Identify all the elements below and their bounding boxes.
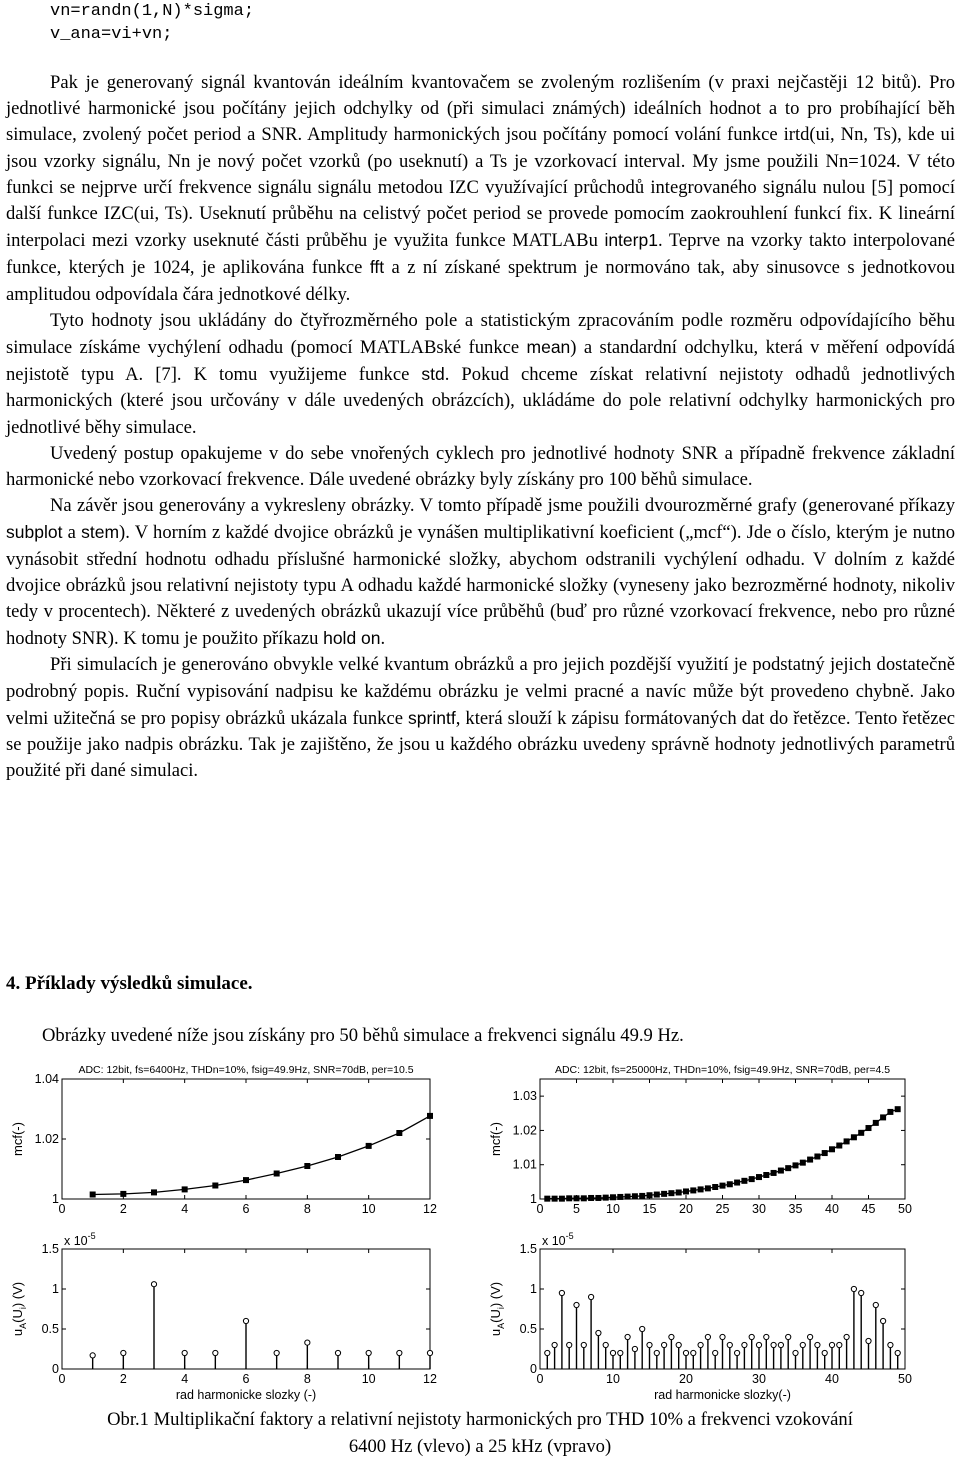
data-point [676, 1189, 682, 1195]
y-axis-label: mcf(-) [488, 1122, 503, 1156]
y-axis-label: $u_A(U_i)$ (V) [488, 1281, 506, 1337]
x-tick-label: 35 [788, 1202, 803, 1216]
x-tick-label: 10 [606, 1202, 620, 1216]
data-point [654, 1192, 660, 1198]
code-block [50, 0, 254, 46]
data-point [151, 1189, 157, 1195]
x-tick-label: 4 [181, 1372, 189, 1386]
code-term: fft [369, 257, 385, 278]
stem-marker [662, 1342, 667, 1347]
x-tick-label: 10 [606, 1372, 620, 1386]
y-tick-label: 0.5 [519, 1322, 537, 1336]
code-term: sprintf [408, 707, 456, 728]
stem-marker [366, 1350, 371, 1355]
stem-marker [881, 1318, 886, 1323]
x-tick-label: 6 [242, 1202, 250, 1216]
stem-marker [844, 1334, 849, 1339]
data-point [741, 1178, 747, 1184]
stem-marker [676, 1342, 681, 1347]
stem-marker [683, 1350, 688, 1355]
y-tick-label: 1.5 [519, 1242, 537, 1256]
stem-marker [764, 1334, 769, 1339]
data-point [734, 1180, 740, 1186]
stem-marker [596, 1330, 601, 1335]
data-point [427, 1113, 433, 1119]
data-point [366, 1143, 372, 1149]
data-point [335, 1154, 341, 1160]
data-point [683, 1188, 689, 1194]
text-run: ) a standardní odchylku, která v měření odpovídá nejistotě typu A. [7]. K tomu využijeme funkce [6, 337, 955, 386]
stem-marker [771, 1342, 776, 1347]
data-point [698, 1186, 704, 1192]
data-point [778, 1168, 784, 1174]
data-point [749, 1176, 755, 1182]
x-tick-label: 0 [536, 1372, 544, 1386]
code-line: v_ana=vi+vn; [50, 25, 173, 44]
stem-marker [713, 1350, 718, 1355]
data-point [274, 1171, 280, 1177]
x-tick-label: 12 [423, 1372, 437, 1386]
x-tick-label: 50 [898, 1202, 912, 1216]
stem-marker [851, 1286, 856, 1291]
stem-marker [822, 1350, 827, 1355]
data-point [880, 1114, 886, 1120]
x-tick-label: 2 [119, 1202, 127, 1216]
x-axis-label: rad harmonicke slozky(-) [654, 1388, 791, 1402]
x-tick-label: 0 [58, 1372, 66, 1386]
data-point [690, 1187, 696, 1193]
chart-title: ADC: 12bit, fs=6400Hz, THDn=10%, fsig=49.9Hz, SNR=70dB, per=10.5 [78, 1064, 414, 1076]
stem-marker [182, 1350, 187, 1355]
chart-mcf-6400 [0, 1050, 470, 1220]
x-tick-label: 45 [861, 1202, 876, 1216]
axis-scale-label: x $10^{-5}$ [64, 1231, 96, 1248]
stem-marker [888, 1342, 893, 1347]
text-run: . [380, 628, 386, 650]
x-tick-label: 10 [361, 1372, 376, 1386]
stem-marker [559, 1290, 564, 1295]
figure-intro: Obrázky uvedené níže jsou získány pro 50 běhů simulace a frekvenci signálu 49.9 Hz. [42, 1025, 684, 1046]
data-point [851, 1134, 857, 1140]
stem-marker [581, 1342, 586, 1347]
stem-marker [742, 1342, 747, 1347]
text-run: Tyto hodnoty jsou ukládány do čtyřrozměrného pole a statistickým zpracováním podle rozměru odpovídajícího běhu simulace získáme vychýlení odhadu (pomocí MATLABské funkce [6, 309, 955, 359]
stem-marker [640, 1326, 645, 1331]
data-point [829, 1146, 835, 1152]
text-run: . Teprve na vzorky takto interpolované funkce, kterých je 1024, je aplikována funkce [6, 230, 955, 279]
stem-marker [151, 1282, 156, 1287]
stem-marker [873, 1302, 878, 1307]
stem-marker [895, 1350, 900, 1355]
chart-title: ADC: 12bit, fs=25000Hz, THDn=10%, fsig=49.9Hz, SNR=70dB, per=4.5 [554, 1064, 891, 1076]
stem-marker [705, 1334, 710, 1339]
stem-marker [735, 1350, 740, 1355]
data-point [566, 1195, 572, 1201]
text-run: Při simulacích je generováno obvykle velké kvantum obrázků a pro jejich pozdější využití je podstatný jejich dostatečně podrobný popis. Ruční vypisování nadpisu ke každému obrázku je velmi pracné a navíc může být provedeno chybně. Jako velmi užitečná se pro popisy obrázků ukázala funkce [6, 654, 955, 729]
data-point [858, 1130, 864, 1136]
x-tick-label: 8 [303, 1372, 311, 1386]
caption-line-2: 6400 Hz (vlevo) a 25 kHz (vpravo) [348, 1436, 612, 1457]
y-tick-label: 1 [52, 1192, 59, 1206]
y-tick-label: 1 [52, 1282, 59, 1296]
paragraph-4 [6, 493, 955, 652]
x-tick-label: 50 [898, 1372, 912, 1386]
stem-marker [610, 1350, 615, 1355]
stem-marker [589, 1294, 594, 1299]
stem-marker [778, 1342, 783, 1347]
x-tick-label: 20 [679, 1202, 693, 1216]
stem-marker [727, 1342, 732, 1347]
data-point [844, 1138, 850, 1144]
data-point [705, 1185, 711, 1191]
stem-marker [90, 1353, 95, 1358]
stem-marker [427, 1350, 432, 1355]
code-term: hold on [323, 628, 381, 649]
x-tick-label: 30 [752, 1202, 766, 1216]
y-tick-label: 1.02 [512, 1123, 537, 1138]
stem-marker [837, 1342, 842, 1347]
data-point [304, 1163, 310, 1169]
data-point [814, 1153, 820, 1159]
stem-marker [632, 1346, 637, 1351]
stem-marker [698, 1342, 703, 1347]
stem-marker [859, 1290, 864, 1295]
x-tick-label: 30 [752, 1372, 766, 1386]
data-point [647, 1192, 653, 1198]
stem-marker [552, 1342, 557, 1347]
data-point [756, 1174, 762, 1180]
data-point [610, 1194, 616, 1200]
stem-marker [654, 1350, 659, 1355]
code-term: std [421, 364, 445, 385]
data-point [887, 1109, 893, 1115]
y-tick-label: 1.01 [512, 1157, 537, 1172]
stem-marker [866, 1338, 871, 1343]
x-tick-label: 6 [242, 1372, 250, 1386]
body-text [6, 70, 955, 784]
y-tick-label: 1.02 [34, 1132, 59, 1146]
y-tick-label: 1.04 [34, 1072, 59, 1086]
stem-marker [335, 1350, 340, 1355]
stem-marker [243, 1318, 248, 1323]
stem-marker [808, 1334, 813, 1339]
x-tick-label: 8 [303, 1202, 311, 1216]
data-point [617, 1194, 623, 1200]
chart-ua-25000 [480, 1220, 960, 1410]
data-point [822, 1150, 828, 1156]
text-run: Na závěr jsou generovány a vykresleny obrázky. V tomto případě jsme použili dvourozměrné grafy (generované příkazy [50, 495, 955, 517]
y-axis-label: $u_A(U_i)$ (V) [10, 1281, 28, 1337]
text-run: ). V horním z každé dvojice obrázků je vynášen multiplikativní koeficient („mcf“). Jde o číslo, kterým je nutno vynásobit střední hodnotu odhadu příslušné harmonické složky, abychom odstranili vychýlení odhadu. V dolním z každé dvojice obrázků jsou relativní nejistoty typu A odhadu každé harmonické složky (vyneseny jako bezrozměrné hodnoty, nikoliv tedy v procentech). Některé z uvedených obrázků ukazují více průběhů (buď pro různé vzorkovací frekvence, nebo pro různé hodnoty SNR). K tomu je použito příkazu [6, 522, 955, 650]
y-axis-label: mcf(-) [10, 1122, 25, 1156]
stem-marker [567, 1342, 572, 1347]
data-point [720, 1183, 726, 1189]
x-tick-label: 0 [58, 1202, 66, 1216]
stem-marker [815, 1342, 820, 1347]
paragraph-1 [6, 70, 955, 308]
data-point [895, 1106, 901, 1112]
stem-marker [625, 1334, 630, 1339]
data-point [712, 1184, 718, 1190]
text-run: , která slouží k zápisu formátovaných dat do řetězce. Tento řetězec se použije jako nadpis obrázku. Tak je zajištěno, že jsou u každého obrázku uvedeny správně hodnoty jednotlivých parametrů použité při dané simulaci. [6, 707, 955, 782]
data-point [625, 1194, 631, 1200]
code-term: stem [81, 522, 120, 543]
text-run: a [62, 522, 82, 544]
data-point [639, 1193, 645, 1199]
figure-caption [0, 1406, 960, 1460]
stem-marker [213, 1350, 218, 1355]
stem-marker [691, 1350, 696, 1355]
section-heading: 4. Příklady výsledků simulace. [6, 973, 253, 994]
x-tick-label: 25 [715, 1202, 730, 1216]
data-point [866, 1125, 872, 1131]
data-point [807, 1157, 813, 1163]
caption-line-1: Obr.1 Multiplikační faktory a relativní nejistoty harmonických pro THD 10% a frekvenci vzokování [107, 1409, 853, 1430]
data-point [182, 1186, 188, 1192]
paragraph-3: Uvedený postup opakujeme v do sebe vnořených cyklech pro jednotlivé hodnoty SNR a případně frekvence základní harmonické nebo vzorkovací frekvence. Dále uvedené obrázky byly získány pro 100 běhů simulace. [6, 442, 955, 491]
x-tick-label: 4 [181, 1202, 189, 1216]
data-point [243, 1177, 249, 1183]
stem-marker [603, 1342, 608, 1347]
stem-marker [397, 1350, 402, 1355]
x-tick-label: 15 [642, 1202, 657, 1216]
stem-marker [574, 1302, 579, 1307]
stem-marker [829, 1342, 834, 1347]
data-point [212, 1183, 218, 1189]
stem-marker [647, 1342, 652, 1347]
x-tick-label: 0 [536, 1202, 544, 1216]
paragraph-5 [6, 652, 955, 784]
data-point [90, 1192, 96, 1198]
data-point [396, 1130, 402, 1136]
x-tick-label: 40 [825, 1372, 839, 1386]
data-point [793, 1162, 799, 1168]
y-tick-label: 1 [530, 1282, 537, 1296]
data-point [763, 1172, 769, 1178]
code-term: subplot [6, 522, 63, 543]
data-point [800, 1160, 806, 1166]
stem-marker [786, 1334, 791, 1339]
data-point [727, 1181, 733, 1187]
chart-mcf-25000 [480, 1050, 960, 1220]
x-tick-label: 20 [679, 1372, 693, 1386]
y-tick-label: 0 [52, 1362, 59, 1376]
stem-marker [305, 1340, 310, 1345]
code-term: interp1 [604, 230, 658, 251]
code-line: vn=randn(1,N)*sigma; [50, 2, 255, 21]
x-tick-label: 5 [573, 1202, 580, 1216]
data-point [785, 1165, 791, 1171]
x-axis-label: rad harmonicke slozky (-) [175, 1388, 317, 1402]
data-point [552, 1196, 558, 1202]
data-point [771, 1170, 777, 1176]
y-tick-label: 0 [530, 1362, 537, 1376]
data-point [588, 1195, 594, 1201]
stem-marker [121, 1350, 126, 1355]
data-point [544, 1196, 550, 1202]
data-point [836, 1143, 842, 1149]
stem-marker [720, 1334, 725, 1339]
y-tick-label: 1 [530, 1192, 537, 1206]
stem-marker [274, 1350, 279, 1355]
stem-marker [800, 1342, 805, 1347]
data-point [603, 1195, 609, 1201]
data-point [595, 1195, 601, 1201]
data-point [668, 1190, 674, 1196]
stem-marker [793, 1350, 798, 1355]
data-point [661, 1191, 667, 1197]
data-point [559, 1196, 565, 1202]
y-tick-label: 1.5 [41, 1242, 59, 1256]
y-tick-label: 1.03 [512, 1089, 537, 1104]
data-point [581, 1195, 587, 1201]
x-tick-label: 10 [361, 1202, 376, 1216]
stem-marker [545, 1350, 550, 1355]
data-point [873, 1120, 879, 1126]
data-point [574, 1195, 580, 1201]
data-point [120, 1191, 126, 1197]
code-term: mean [526, 337, 571, 358]
paragraph-2 [6, 308, 955, 441]
stem-marker [669, 1334, 674, 1339]
text-run: Pak je generovaný signál kvantován ideálním kvantovačem se zvoleným rozlišením (v praxi nejčastěji 12 bitů). Pro jednotlivé harmonické jsou počítány jejich odchylky od (při simulaci známých) ideálních hodnot a to pro probíhající běh simulace, zvolený počet period a SNR. Amplitudy harmonických jsou počítány pomocí volání funkce irtd(ui, Nn, Ts), kde ui jsou vzorky signálu, Nn je nový počet vzorků (po useknutí) a Ts je vzorkovací interval. My jsme použili Nn=1024. V této funkci se nejprve určí frekvence signálu signálu metodou IZC využívající průchodů integrovaného signálu nulou [5] pomocí další funkce IZC(ui, Ts). Useknutí průběhu na celistvý počet period se provede pomocím zaokrouhlení funkcí fix. K lineární interpolaci mezi vzorky useknuté části průběhu je využita funkce MATLABu [6, 72, 955, 252]
text-run: a z ní získané spektrum je normováno tak, aby sinusovce s jednotkovou amplitudou odpovídala čára jednotkové délky. [6, 257, 955, 305]
text-run: . Pokud chceme získat relativní nejistoty odhadů jednotlivých harmonických (které jsou určovány v dále uvedených obrázcích), ukládáme do pole relativní odchylky harmonických pro jednotlivé běhy simulace. [6, 364, 955, 438]
chart-ua-6400 [0, 1220, 470, 1410]
stem-marker [756, 1342, 761, 1347]
data-point [632, 1193, 638, 1199]
x-tick-label: 12 [423, 1202, 437, 1216]
axis-scale-label: x $10^{-5}$ [542, 1231, 574, 1248]
x-tick-label: 40 [825, 1202, 839, 1216]
series-line [93, 1116, 430, 1195]
y-tick-label: 0.5 [41, 1322, 59, 1336]
stem-marker [749, 1334, 754, 1339]
x-tick-label: 2 [119, 1372, 127, 1386]
stem-marker [618, 1350, 623, 1355]
